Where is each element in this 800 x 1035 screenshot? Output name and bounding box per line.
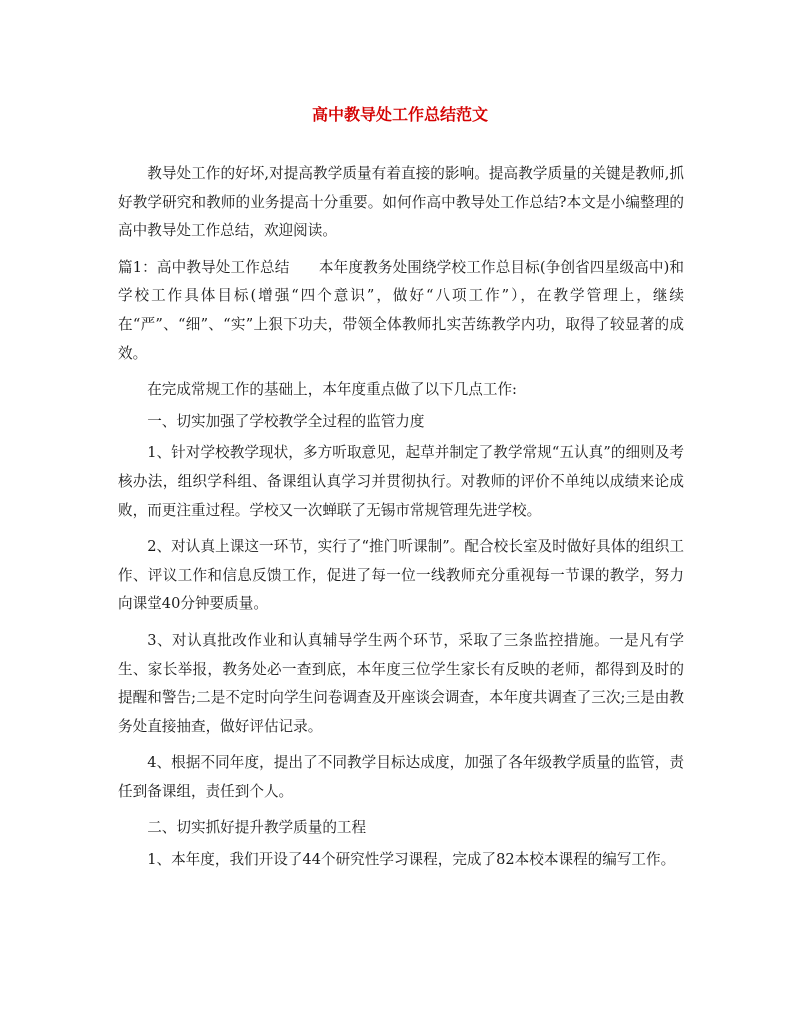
heading-section-two: 二、切实抓好提升教学质量的工程 [147,819,367,837]
paragraph-section-1: 篇1：高中教导处工作总结 本年度教务处围绕学校工作总目标(争创省四星级高中)和学校工作具体目标(增强“四个意识”，做好“八项工作”），在教学管理上，继续在“严”、“细”、“实”上狠下功夫，带领全体教师扎实苦练教学内功，取得了较显著的成效。 [118,258,684,362]
paragraph-item-2: 2、对认真上课这一环节，实行了“推门听课制”。配合校长室及时做好具体的组织工作、评议工作和信息反馈工作，促进了每一位一线教师充分重视每一节课的教学，努力向课堂40分钟要质量。 [118,538,684,613]
document-body [118,160,684,883]
paragraph-item-5: 1、本年度，我们开设了44个研究性学习课程，完成了82本校本课程的编写工作。 [147,851,676,869]
paragraph-intro: 教导处工作的好坏,对提高教学质量有着直接的影响。提高教学质量的关键是教师,抓好教学研究和教师的业务提高十分重要。如何作高中教导处工作总结?本文是小编整理的高中教导处工作总结，欢迎阅读。 [118,165,684,240]
paragraph-item-3: 3、对认真批改作业和认真辅导学生两个环节，采取了三条监控措施。一是凡有学生、家长举报，教务处必一查到底，本年度三位学生家长有反映的老师，都得到及时的提醒和警告;二是不定时向学生问卷调查及开座谈会调查，本年度共调查了三次;三是由教务处直接抽查，做好评估记录。 [118,631,684,735]
paragraph-item-1: 1、针对学校教学现状，多方听取意见，起草并制定了教学常规“五认真”的细则及考核办法，组织学科组、备课组认真学习并贯彻执行。对教师的评价不单纯以成绩来论成败，而更注重过程。学校又一次蝉联了无锡市常规管理先进学校。 [118,444,684,519]
paragraph-summary: 在完成常规工作的基础上，本年度重点做了以下几点工作: [147,381,517,399]
document-title: 高中教导处工作总结范文 [311,105,488,124]
heading-section-one: 一、切实加强了学校教学全过程的监管力度 [147,412,425,430]
paragraph-item-4: 4、根据不同年度，提出了不同教学目标达成度，加强了各年级教学质量的监管，责任到备课组，责任到个人。 [118,754,684,800]
